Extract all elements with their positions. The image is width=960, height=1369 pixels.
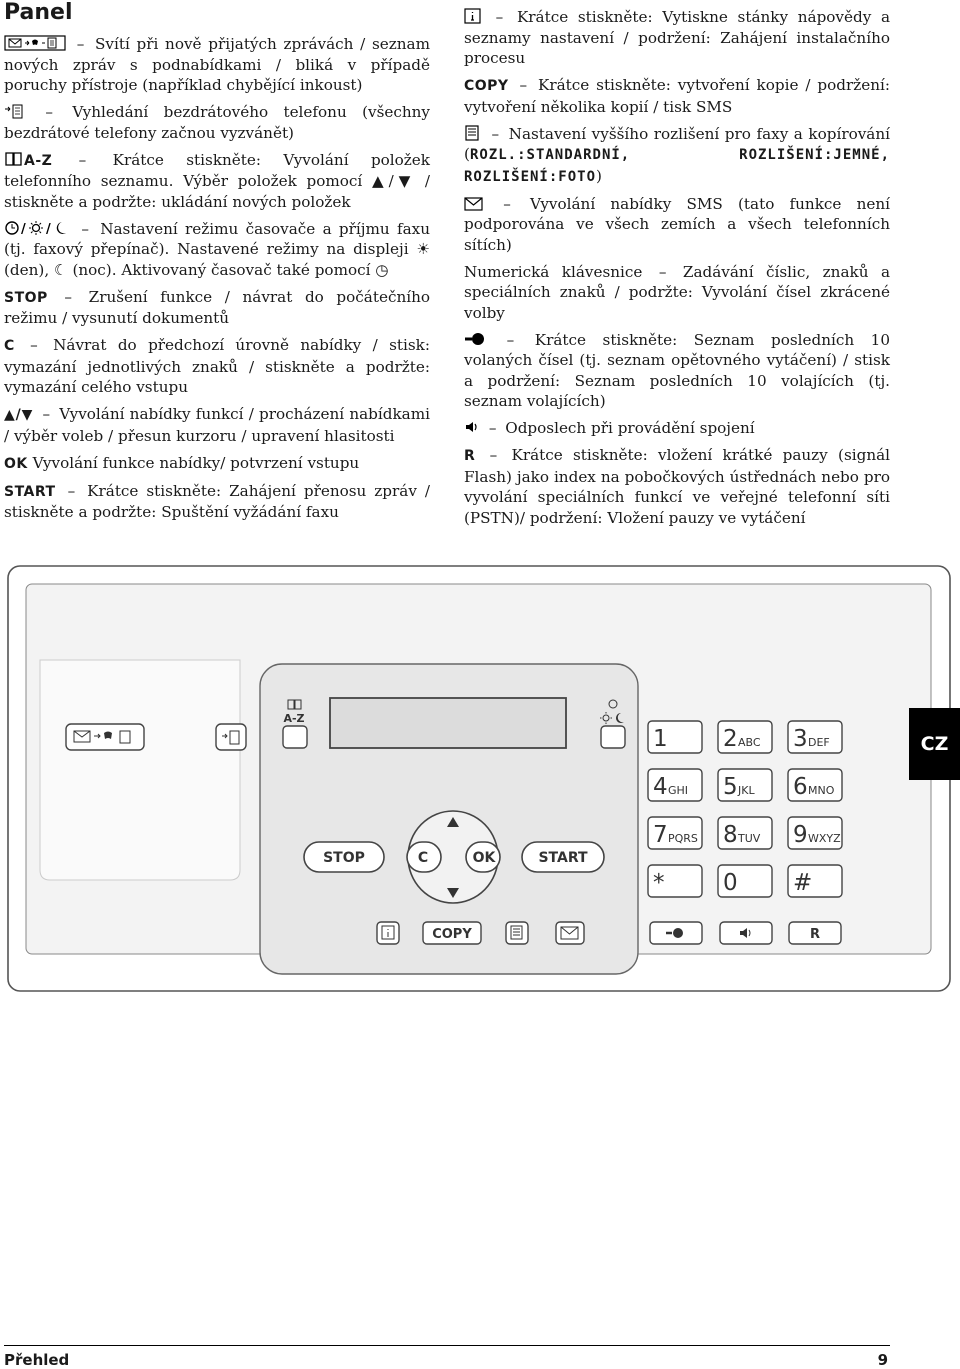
keypad-digit: 4 (653, 774, 668, 800)
entry-text: Krátce stiskněte: Seznam posledních 10 volaných čísel (tj. seznam opětovného vytáčení) / stisk a podržení: Seznam posledních 10 volajících (tj. seznam volajících) (464, 330, 891, 410)
keypad-key (718, 769, 772, 801)
speaker-icon (464, 419, 480, 435)
paper-tray (40, 660, 240, 880)
entry-copy: COPY – Krátce stiskněte: vytvoření kopie / podržení: vytvoření několika kopií / tisk SMS (464, 76, 890, 116)
phonebook-label: A-Z (24, 152, 53, 169)
fax-panel-illustration (0, 560, 960, 1000)
keypad-digit: 0 (723, 870, 738, 896)
entry-text: Krátce stiskněte: Vyvolání položek telefonního seznamu. Výběr položek pomocí ▲/▼ / stiskněte a podržte: ukládání nových položek (4, 150, 430, 211)
entry-text: Vyvolání nabídky funkcí / procházení nabídkami / výběr voleb / přesun kurzoru / upravení hlasitosti (4, 405, 430, 445)
redial-icon (464, 331, 486, 347)
r-label: R (464, 448, 476, 464)
handset-search-icon (4, 103, 26, 119)
entry-text: Návrat do předchozí úrovně nabídky / stisk: vymazání jednotlivých znaků / stiskněte a podržte: vymazání celého vstupu (4, 336, 430, 396)
stop-button-label: STOP (323, 850, 365, 866)
keypad-letters: MNO (808, 784, 835, 797)
phonebook-button (283, 726, 307, 748)
phonebook-key-label: A-Z (283, 712, 305, 725)
svg-text:/: / (21, 221, 26, 236)
footer-rule (4, 1345, 890, 1346)
keypad-letters: DEF (808, 736, 830, 749)
keypad-key (788, 817, 842, 849)
keypad-digit: 6 (793, 774, 808, 800)
entry-speaker: – Odposlech při provádění spojení (464, 418, 890, 439)
lcd-display (330, 698, 566, 748)
keypad-key (788, 865, 842, 897)
timer-button (601, 726, 625, 748)
entry-text: Vyhledání bezdrátového telefonu (všechny bezdrátové telefony začnou vyzvánět) (4, 103, 431, 142)
entry-stop: STOP – Zrušení funkce / návrat do počátečního režimu / vysunutí dokumentů (4, 287, 431, 327)
entry-start: START – Krátce stiskněte: Zahájení přenosu zpráv / stiskněte a podržte: Spuštění vyžádání faxu (4, 481, 431, 521)
phonebook-icon (4, 151, 24, 167)
entry-sms: – Vyvolání nabídky SMS (tato funkce není podporována ve všech zemích a všech telefonních sítích) (464, 194, 890, 254)
keypad-letters: GHI (668, 784, 689, 797)
entry-updown: ▲/▼ – Vyvolání nabídky funkcí / procházení nabídkami / výběr voleb / přesun kurzoru / upravení hlasitosti (4, 405, 430, 445)
entry-text: Svítí při nově přijatých zprávách / seznam nových zpráv s podnabídkami / bliká v případě poruchy přístroje (například chybějící inkoust) (4, 35, 430, 94)
entry-numeric-keypad: Numerická klávesnice – Zadávání číslic, znaků a speciálních znaků / podržte: Vyvolání čísel zkrácené volby (464, 262, 890, 322)
keypad-letters: PQRS (668, 832, 698, 845)
keypad-digit: # (793, 870, 813, 896)
c-button-label: C (417, 850, 429, 866)
left-column (4, 0, 430, 529)
c-label: C (4, 338, 15, 354)
keypad-digit: 1 (653, 726, 668, 752)
keypad-key (648, 865, 702, 897)
ok-button-label: OK (472, 850, 496, 866)
entry-phonebook: A-Z – Krátce stiskněte: Vyvolání položek telefonního seznamu. Výběr položek pomocí ▲/▼ / stiskněte a podržte: ukládání nových položek (4, 150, 430, 211)
entry-text: Krátce stiskněte: Zahájení přenosu zpráv / stiskněte a podržte: Spuštění vyžádání faxu (4, 481, 431, 521)
entry-text: Nastavení režimu časovače a příjmu faxu (tj. faxový přepínač). Nastavené režimy na displeji ☀ (den), ☾ (noc). Aktivovaný časovač také pomocí ◷ (4, 219, 430, 279)
keypad-digit: 9 (793, 822, 808, 848)
copy-button-label: COPY (432, 927, 472, 942)
entry-text: Krátce stiskněte: vložení krátké pauzy (signál Flash) jako index na pobočkových ústřednách nebo pro vyvolání speciálních funkcí ve veřejné telefonní síti (PSTN)/ podržení: Vložení pauzy ve vytáčení (464, 446, 891, 527)
keypad-key (788, 721, 842, 753)
keypad-key (648, 721, 702, 753)
svg-text:/: / (46, 221, 51, 236)
ok-label: OK (4, 455, 28, 472)
copy-label: COPY (464, 78, 509, 94)
resolution-button (506, 922, 528, 944)
message-envelope-icon (4, 35, 66, 51)
entry-text: Zrušení funkce / návrat do počátečního režimu / vysunutí dokumentů (4, 287, 431, 327)
entry-text: Nastavení vyššího rozlišení pro faxy a kopírování ( (464, 124, 890, 163)
footer-section-title: Přehled (4, 1351, 70, 1369)
keypad-letters: ABC (738, 736, 761, 749)
resolution-icon (464, 125, 482, 141)
keypad-digit: 5 (723, 774, 738, 800)
entry-c: C – Návrat do předchozí úrovně nabídky / stisk: vymazání jednotlivých znaků / stiskněte a podržte: vymazání celého vstupu (4, 336, 430, 396)
right-column (464, 7, 890, 535)
numeric-keypad-label: Numerická klávesnice (464, 262, 643, 281)
entry-text: Zadávání číslic, znaků a speciálních znaků / podržte: Vyvolání čísel zkrácené volby (464, 262, 890, 322)
entry-resolution: – Nastavení vyššího rozlišení pro faxy a kopírování (ROZL.:STANDARDNÍ, ROZLIŠENÍ:JEMNÉ, ROZLIŠENÍ:FOTO) (464, 124, 890, 185)
keypad-digit: 2 (723, 726, 738, 752)
entry-text: Vyvolání nabídky SMS (tato funkce není podporována ve všech zemích a všech telefonních sítích) (464, 194, 890, 254)
entry-redial: – Krátce stiskněte: Seznam posledních 10 volaných čísel (tj. seznam opětovného vytáčení) / stisk a podržení: Seznam posledních 10 volajících (tj. seznam volajících) (464, 330, 891, 410)
entry-text: Vyvolání funkce nabídky/ potvrzení vstupu (32, 453, 360, 472)
entry-find-handset: – Vyhledání bezdrátového telefonu (všechny bezdrátové telefony začnou vyzvánět) (4, 103, 431, 142)
keypad-digit: * (653, 870, 665, 896)
info-icon (464, 8, 482, 24)
keypad-key (648, 817, 702, 849)
keypad-key (718, 865, 772, 897)
page-heading: Panel (4, 0, 73, 25)
resolution-values: ROZL.:STANDARDNÍ, ROZLIŠENÍ:JEMNÉ, ROZLIŠENÍ:FOTO (464, 147, 890, 185)
footer-page-number: 9 (877, 1351, 888, 1369)
keypad-key (648, 769, 702, 801)
entry-message-key: – Svítí při nově přijatých zprávách / seznam nových zpráv s podnabídkami / bliká v případě poruchy přístroje (například chybějící inkoust) (4, 35, 430, 94)
keypad-letters: WXYZ (808, 832, 841, 845)
keypad-letters: TUV (738, 832, 761, 845)
stop-label: STOP (4, 289, 48, 306)
keypad-key (718, 817, 772, 849)
sms-envelope-icon (464, 197, 484, 211)
entry-ok (4, 453, 430, 475)
handset-search-button (216, 724, 246, 750)
entry-text: Odposlech při provádění spojení (505, 419, 755, 437)
start-button-label: START (538, 850, 588, 866)
timer-sun-moon-icon (4, 220, 70, 236)
entry-text: Krátce stiskněte: Vytiskne stánky nápovědy a seznamy nastavení / podržení: Zahájení instalačního procesu (464, 8, 891, 67)
keypad-letters: JKL (738, 784, 755, 797)
keypad-digit: 7 (653, 822, 668, 848)
entry-timer-mode: / / – Nastavení režimu časovače a příjmu faxu (tj. faxový přepínač). Nastavené režimy na displeji ☀ (den), ☾ (noc). Aktivovaný časovač také pomocí ◷ (4, 219, 430, 279)
r-button-label: R (809, 927, 821, 942)
keypad-digit: 8 (723, 822, 738, 848)
keypad-digit: 3 (793, 726, 808, 752)
keypad-key (718, 721, 772, 753)
entry-text: Krátce stiskněte: vytvoření kopie / podržení: vytvoření několika kopií / tisk SMS (464, 76, 890, 116)
language-tab: CZ (909, 708, 960, 780)
entry-info: – Krátce stiskněte: Vytiskne stánky nápovědy a seznamy nastavení / podržení: Zahájení instalačního procesu (464, 8, 891, 67)
keypad-key (788, 769, 842, 801)
updown-label: ▲/▼ (4, 407, 34, 423)
start-label: START (4, 483, 56, 500)
entry-r: R – Krátce stiskněte: vložení krátké pauzy (signál Flash) jako index na pobočkových ústřednách nebo pro vyvolání speciálních funkcí ve veřejné telefonní síti (PSTN)/ podržení: Vložení pauzy ve vytáčení (464, 446, 891, 527)
